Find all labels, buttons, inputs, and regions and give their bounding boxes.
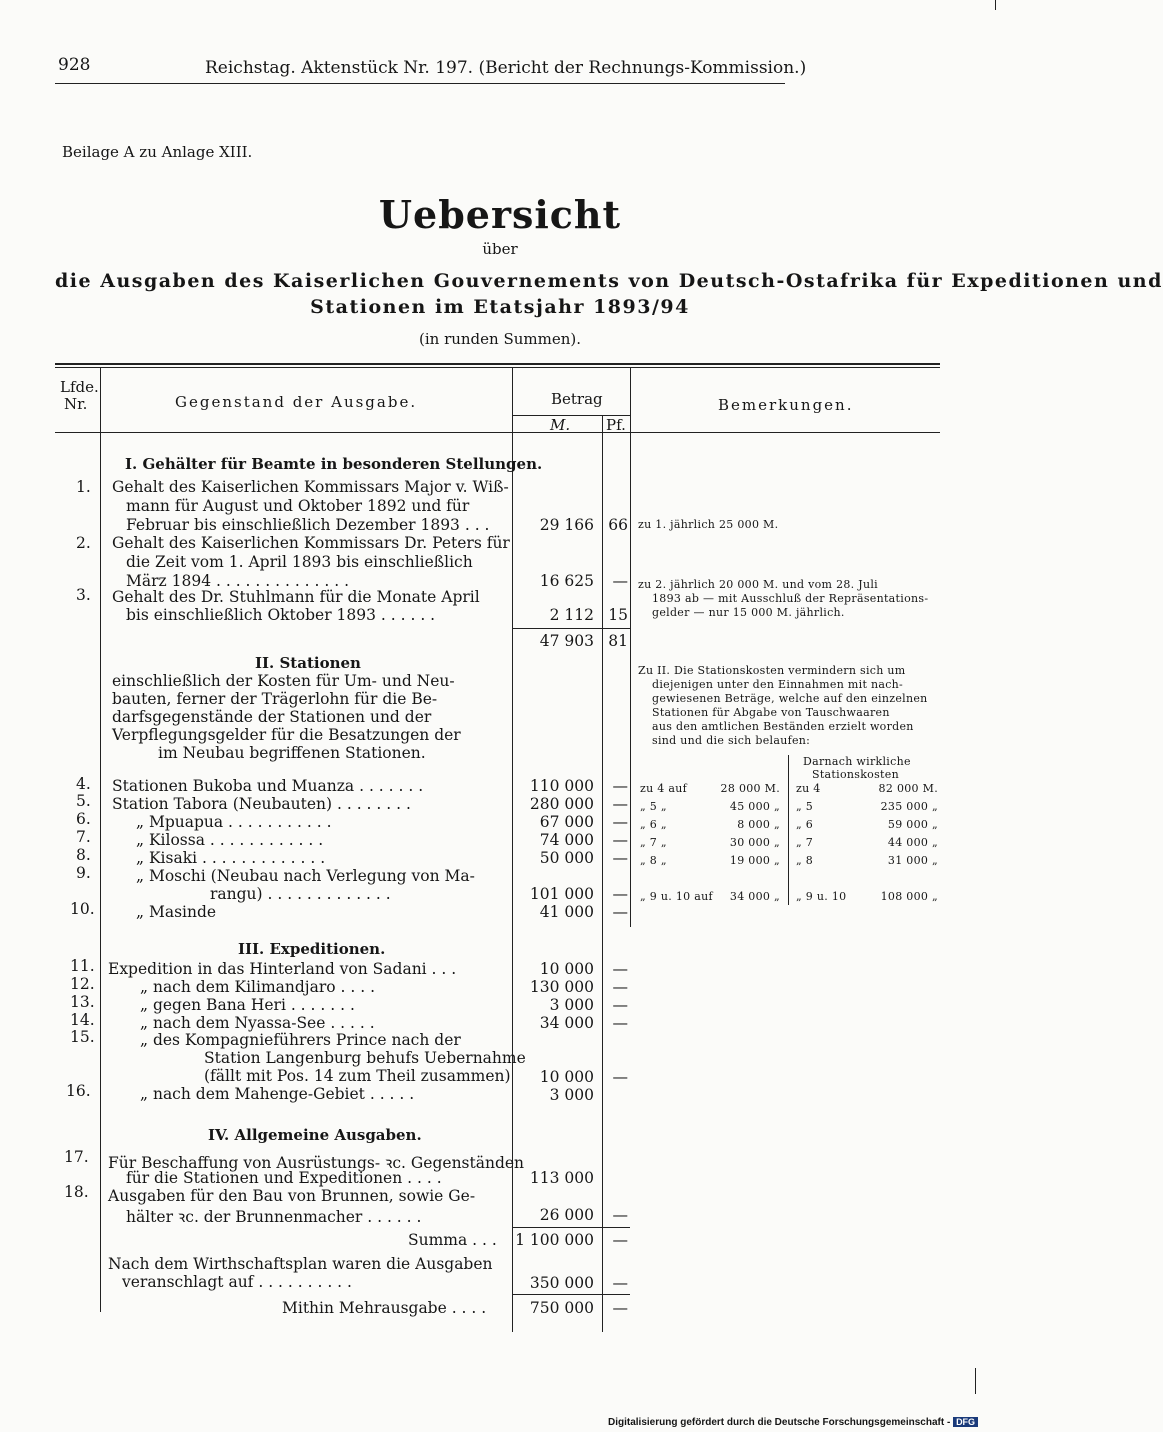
col-divider-nr [100, 367, 101, 1312]
remark-ref-net: „ 9 u. 10 [796, 890, 847, 903]
row-text: „ gegen Bana Heri . . . . . . . [140, 996, 355, 1014]
title-line2: Stationen im Etatsjahr 1893/94 [310, 296, 690, 318]
footer-credit [608, 1417, 978, 1428]
row-amount: 3 000 [549, 996, 594, 1014]
row-text: „ Masinde [136, 903, 217, 921]
col-divider-bemerkungen [630, 367, 631, 927]
row-amount: 2 112 [549, 606, 594, 624]
col-betrag: Betrag [551, 390, 603, 408]
plan-pf: — [612, 1274, 628, 1292]
header-rule [55, 83, 785, 84]
remark-ref-net: zu 4 [796, 782, 821, 795]
remark-darnach: Stationskosten [812, 768, 899, 781]
remark-deduction: 28 000 M. [720, 782, 780, 795]
section-title-1: I. Gehälter für Beamte in besonderen Stellungen. [125, 455, 543, 473]
row-text: „ Kisaki . . . . . . . . . . . . . [136, 849, 326, 867]
remark-3: Stationen für Abgabe von Tauschwaaren [652, 706, 890, 719]
remark-deduction: 34 000 „ [729, 890, 780, 903]
row-text: Expedition in das Hinterland von Sadani . . . [108, 960, 457, 978]
plan-amount: 350 000 [529, 1274, 594, 1292]
row-pf: — [612, 996, 628, 1014]
row-text: hälter ꝛc. der Brunnenmacher . . . . . . [126, 1208, 422, 1226]
section-title-4: IV. Allgemeine Ausgaben. [208, 1126, 422, 1144]
row-text: „ nach dem Mahenge-Gebiet . . . . . [140, 1085, 415, 1103]
dfg-logo: DFG [953, 1417, 978, 1427]
row-pf: — [612, 777, 628, 795]
row-pf: — [612, 831, 628, 849]
row-nr: 13. [70, 993, 95, 1011]
row-amount: 10 000 [539, 960, 594, 978]
remark-net-cost: 82 000 M. [878, 782, 938, 795]
plan-text: Nach dem Wirthschaftsplan waren die Ausgaben [108, 1255, 493, 1273]
page-title: Uebersicht [378, 192, 622, 237]
row-pf: 66 [608, 516, 628, 534]
row-pf: — [612, 849, 628, 867]
table-header-rule [55, 432, 940, 433]
row-text: Gehalt des Kaiserlichen Kommissars Dr. Peters für [112, 534, 510, 552]
row-amount: 67 000 [539, 813, 594, 831]
row-text: „ nach dem Kilimandjaro . . . . [140, 978, 375, 996]
row-pf: 15 [608, 606, 628, 624]
row-amount: 41 000 [539, 903, 594, 921]
title-line1: die Ausgaben des Kaiserlichen Gouvernements von Deutsch-Ostafrika für Expeditionen und [55, 270, 1163, 292]
row-nr: 8. [76, 846, 91, 864]
row-pf: — [612, 903, 628, 921]
row-text: bis einschließlich Oktober 1893 . . . . . . [126, 606, 436, 624]
margin-mark [975, 1368, 976, 1394]
table-top-rule [55, 363, 940, 365]
remark-deduction: 30 000 „ [729, 836, 780, 849]
row-text: Station Tabora (Neubauten) . . . . . . . . [112, 795, 411, 813]
row-text: Gehalt des Kaiserlichen Kommissars Major v. Wiß- [112, 478, 509, 496]
summa-amount: 1 100 000 [515, 1231, 594, 1249]
beilage-label: Beilage A zu Anlage XIII. [62, 143, 253, 161]
row-nr: 9. [76, 864, 91, 882]
row-amount: 26 000 [539, 1206, 594, 1224]
section-desc: Verpflegungsgelder für die Besatzungen der [112, 726, 461, 744]
row-nr: 1. [76, 478, 91, 496]
row-text: „ Moschi (Neubau nach Verlegung von Ma- [136, 867, 475, 885]
row-amount: 29 166 [539, 516, 594, 534]
row-nr: 6. [76, 810, 91, 828]
row-amount: 3 000 [549, 1086, 594, 1104]
summa-pf: — [612, 1231, 628, 1249]
remark-ref: „ 7 „ [640, 836, 667, 849]
title-ueber: über [482, 240, 518, 258]
row-nr: 3. [76, 586, 91, 604]
row-text: „ des Kompagnieführers Prince nach der [140, 1031, 461, 1049]
remark-net-cost: 44 000 „ [887, 836, 938, 849]
remark-ref: „ 6 „ [640, 818, 667, 831]
table-top-rule-2 [55, 367, 940, 368]
mehr-label: Mithin Mehrausgabe . . . . [282, 1299, 487, 1317]
remark-ref-net: „ 7 [796, 836, 814, 849]
row-pf: — [612, 960, 628, 978]
subtotal-pf: 81 [608, 632, 628, 650]
row-text: die Zeit vom 1. April 1893 bis einschließlich [126, 553, 473, 571]
row-nr: 17. [64, 1148, 89, 1166]
row-text: Ausgaben für den Bau von Brunnen, sowie Ge- [108, 1187, 476, 1205]
row-nr: 5. [76, 792, 91, 810]
row-text: „ Kilossa . . . . . . . . . . . . [136, 831, 324, 849]
remark-deduction: 45 000 „ [729, 800, 780, 813]
row-pf: — [612, 572, 628, 590]
remark-darnach: Darnach wirkliche [803, 755, 911, 768]
remark-ref-net: „ 6 [796, 818, 814, 831]
remark-3: Zu II. Die Stationskosten vermindern sich um [638, 664, 906, 677]
col-gegenstand: Gegenstand der Ausgabe. [175, 393, 418, 411]
remark-2: zu 2. jährlich 20 000 M. und vom 28. Juli [638, 578, 878, 591]
remark-net-cost: 31 000 „ [887, 854, 938, 867]
row-pf: — [612, 813, 628, 831]
row-nr: 18. [64, 1183, 89, 1201]
remark-net-cost: 108 000 „ [880, 890, 938, 903]
row-nr: 16. [66, 1082, 91, 1100]
remark-ref: zu 4 auf [640, 782, 687, 795]
remark-3: aus den amtlichen Beständen erzielt worden [652, 720, 914, 733]
row-amount: 113 000 [529, 1169, 594, 1187]
mehr-amount: 750 000 [529, 1299, 594, 1317]
col-nr: Nr. [64, 395, 88, 413]
remark-deduction: 19 000 „ [729, 854, 780, 867]
section-desc: darfsgegenstände der Stationen und der [112, 708, 432, 726]
row-nr: 15. [70, 1028, 95, 1046]
row-amount: 101 000 [529, 885, 594, 903]
row-amount: 50 000 [539, 849, 594, 867]
remark-2: 1893 ab — mit Ausschluß der Repräsentations- [652, 592, 929, 605]
plan-text: veranschlagt auf . . . . . . . . . . [122, 1273, 352, 1291]
row-text: „ Mpuapua . . . . . . . . . . . [136, 813, 332, 831]
remark-ref: „ 5 „ [640, 800, 667, 813]
remark-ref: „ 8 „ [640, 854, 667, 867]
row-amount: 34 000 [539, 1014, 594, 1032]
row-nr: 10. [70, 900, 95, 918]
remark-deduction: 8 000 „ [737, 818, 780, 831]
remark-3: gewiesenen Beträge, welche auf den einzelnen [652, 692, 928, 705]
remark-divider [788, 755, 789, 905]
row-text: Station Langenburg behufs Uebernahme [204, 1049, 526, 1067]
row-amount: 110 000 [529, 777, 594, 795]
row-nr: 11. [70, 957, 95, 975]
remark-2: gelder — nur 15 000 M. jährlich. [652, 606, 845, 619]
footer-text: Digitalisierung gefördert durch die Deutsche Forschungsgemeinschaft - [608, 1417, 951, 1428]
remark-net-cost: 235 000 „ [880, 800, 938, 813]
row-text: Februar bis einschließlich Dezember 1893 . . . [126, 516, 490, 534]
row-nr: 12. [70, 975, 95, 993]
col-divider-pf [602, 415, 603, 1332]
section-title-3: III. Expeditionen. [238, 940, 386, 958]
remark-ref: „ 9 u. 10 auf [640, 890, 713, 903]
row-text: Für Beschaffung von Ausrüstungs- ꝛc. Gegenständen [108, 1154, 525, 1172]
row-text: Gehalt des Dr. Stuhlmann für die Monate April [112, 588, 480, 606]
remark-1: zu 1. jährlich 25 000 M. [638, 518, 779, 531]
section-desc: einschließlich der Kosten für Um- und Neu- [112, 672, 455, 690]
title-note: (in runden Summen). [418, 330, 582, 348]
row-pf: — [612, 1068, 628, 1086]
summa-label: Summa . . . [408, 1231, 497, 1249]
row-pf: — [612, 1014, 628, 1032]
row-amount: 280 000 [529, 795, 594, 813]
running-title: Reichstag. Aktenstück Nr. 197. (Bericht der Rechnungs-Kommission.) [205, 58, 807, 78]
row-text: (fällt mit Pos. 14 zum Theil zusammen) [204, 1067, 511, 1085]
col-pf: Pf. [606, 416, 626, 434]
row-nr: 14. [70, 1011, 95, 1029]
row-nr: 4. [76, 775, 91, 793]
row-text: „ nach dem Nyassa-See . . . . . [140, 1014, 375, 1032]
section-desc: bauten, ferner der Trägerlohn für die Be- [112, 690, 438, 708]
page-number: 928 [58, 55, 91, 75]
row-text: Stationen Bukoba und Muanza . . . . . . . [112, 777, 424, 795]
remark-3: sind und die sich belaufen: [652, 734, 811, 747]
row-text: rangu) . . . . . . . . . . . . . [210, 885, 391, 903]
subtotal-amount: 47 903 [539, 632, 594, 650]
mehr-rule [512, 1294, 630, 1295]
row-nr: 7. [76, 828, 91, 846]
row-nr: 2. [76, 534, 91, 552]
row-amount: 10 000 [539, 1068, 594, 1086]
remark-ref-net: „ 8 [796, 854, 814, 867]
col-lfd: Lfde. [60, 378, 99, 396]
row-amount: 130 000 [529, 978, 594, 996]
row-text: März 1894 . . . . . . . . . . . . . . [126, 572, 350, 590]
remark-ref-net: „ 5 [796, 800, 814, 813]
remark-3: diejenigen unter den Einnahmen mit nach- [652, 678, 904, 691]
mehr-pf: — [612, 1299, 628, 1317]
section-title-2: II. Stationen [255, 654, 361, 672]
section-desc: im Neubau begriffenen Stationen. [158, 744, 426, 762]
row-amount: 16 625 [539, 572, 594, 590]
remark-net-cost: 59 000 „ [887, 818, 938, 831]
row-text: für die Stationen und Expeditionen . . . . [126, 1169, 442, 1187]
row-text: mann für August und Oktober 1892 und für [126, 497, 470, 515]
margin-mark [995, 0, 996, 10]
col-mark: M. [550, 416, 571, 434]
row-pf: — [612, 885, 628, 903]
subtotal-rule [512, 628, 630, 629]
col-bemerkungen: Bemerkungen. [718, 396, 854, 414]
row-amount: 74 000 [539, 831, 594, 849]
row-pf: — [612, 795, 628, 813]
summa-rule [512, 1227, 630, 1228]
row-pf: — [612, 1206, 628, 1224]
row-pf: — [612, 978, 628, 996]
